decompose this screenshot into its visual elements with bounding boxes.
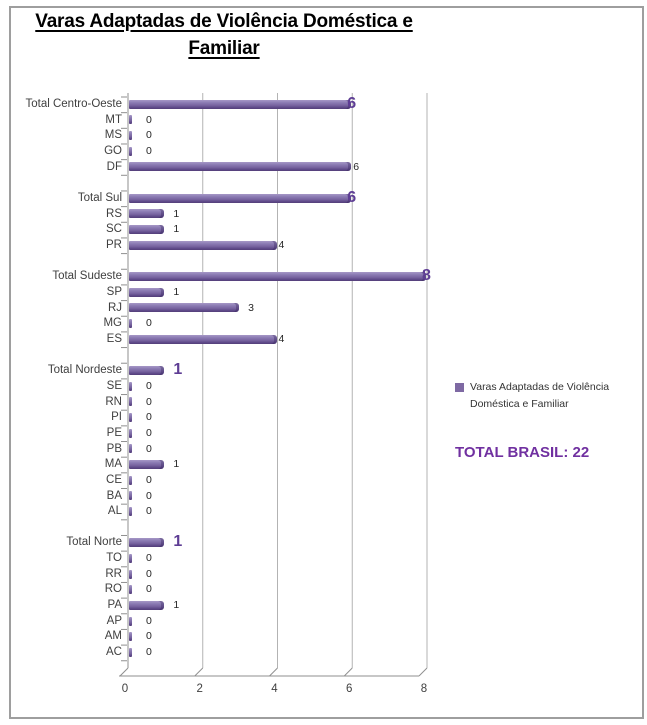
category-label: Total Nordeste: [47, 364, 122, 377]
value-label: 0: [146, 411, 152, 424]
category-label: Total Centro-Oeste: [25, 98, 122, 110]
bar-pb: [129, 444, 132, 453]
category-label: MA: [104, 458, 122, 471]
chart-row-rj: [0, 301, 647, 317]
chart-row-to: [0, 551, 647, 567]
category-label: RS: [106, 207, 122, 220]
chart-row-rs: [0, 207, 647, 223]
category-label: TO: [106, 552, 122, 565]
value-label: 0: [146, 426, 152, 439]
category-label: Total Norte: [66, 536, 122, 549]
value-label: 1: [173, 223, 180, 236]
chart-row-am: [0, 629, 647, 645]
svg-text:0: 0: [121, 683, 129, 695]
value-label: 0: [146, 473, 152, 486]
chart-row-ma: [0, 457, 647, 473]
chart-row-sp: [0, 285, 647, 301]
category-label: RN: [105, 395, 122, 408]
bar-ac: [129, 648, 132, 657]
bar-go: [129, 147, 132, 156]
bar-ap: [129, 617, 132, 626]
chart-row-pa: [0, 598, 647, 614]
chart-row-ms: [0, 128, 647, 144]
value-label: 0: [146, 395, 152, 408]
bar-sp: [129, 288, 164, 297]
value-label: 0: [146, 144, 152, 157]
value-label: 6: [347, 95, 357, 112]
chart-row-go: [0, 144, 647, 160]
chart-row-mt: [0, 113, 647, 129]
bar-pa: [129, 601, 164, 610]
category-label: ES: [106, 332, 122, 345]
value-label: 0: [146, 646, 152, 659]
category-label: AM: [104, 630, 122, 643]
chart-row-se: [0, 379, 647, 395]
category-label: RJ: [107, 301, 122, 314]
bar-pi: [129, 413, 132, 422]
value-label: 4: [278, 238, 285, 251]
total-bar-total-norte: [129, 538, 164, 547]
bar-df: [129, 162, 351, 171]
value-label: 0: [146, 505, 152, 518]
category-label: SE: [106, 379, 122, 392]
bar-se: [129, 382, 132, 391]
chart-row-pr: [0, 238, 647, 254]
chart-row-al: [0, 504, 647, 520]
value-label: 1: [173, 599, 180, 612]
category-label: Total Sul: [77, 191, 122, 204]
value-label: 0: [146, 442, 152, 455]
chart-row-total-centro-oeste: [0, 97, 647, 113]
svg-text:6: 6: [346, 683, 353, 695]
chart-row-ac: [0, 645, 647, 661]
chart-row-ba: [0, 489, 647, 505]
value-label: 0: [146, 630, 152, 643]
value-label: 0: [146, 552, 152, 565]
value-label: 1: [173, 458, 180, 471]
chart-row-total-nordeste: [0, 363, 647, 379]
value-label: 0: [146, 489, 152, 502]
bar-rs: [129, 209, 164, 218]
value-label: 0: [146, 113, 152, 126]
chart-row-ro: [0, 582, 647, 598]
chart-row-sc: [0, 222, 647, 238]
value-label: 0: [146, 583, 152, 596]
chart-row-total-sudeste: [0, 269, 647, 285]
bar-rr: [129, 570, 132, 579]
bar-pr: [129, 241, 277, 250]
value-label: 0: [146, 614, 152, 627]
category-label: Total Sudeste: [52, 270, 122, 283]
category-label: AL: [107, 505, 122, 518]
bar-sc: [129, 225, 164, 234]
chart-row-pb: [0, 442, 647, 458]
bar-mg: [129, 319, 132, 328]
svg-text:2: 2: [196, 683, 203, 695]
category-label: MS: [104, 129, 122, 142]
chart-title: Varas Adaptadas de Violência Doméstica e Familiar: [35, 11, 413, 59]
value-label: 1: [173, 207, 180, 220]
value-label: 1: [173, 533, 183, 551]
bar-rn: [129, 397, 132, 406]
value-label: 1: [173, 285, 180, 298]
total-bar-total-sul: [129, 194, 351, 203]
category-label: PR: [106, 238, 122, 251]
value-label: 6: [353, 160, 360, 173]
bar-ma: [129, 460, 164, 469]
total-bar-total-centro-oeste: [129, 100, 351, 109]
bar-to: [129, 554, 132, 563]
legend-label: Varas Adaptadas de Violência Doméstica e Familiar: [470, 381, 610, 410]
category-label: SC: [106, 223, 122, 236]
bar-al: [129, 507, 132, 516]
bar-es: [129, 335, 277, 344]
bar-ce: [129, 476, 132, 485]
bar-pe: [129, 429, 132, 438]
svg-text:4: 4: [271, 683, 278, 695]
svg-text:8: 8: [420, 683, 428, 695]
chart-row-pi: [0, 410, 647, 426]
chart-row-total-sul: [0, 188, 647, 207]
category-label: RO: [104, 583, 122, 596]
chart-row-rr: [0, 567, 647, 583]
bar-am: [129, 632, 132, 641]
bar-mt: [129, 115, 132, 124]
value-label: 0: [146, 129, 152, 142]
category-label: PI: [111, 411, 122, 424]
value-label: 0: [146, 317, 152, 330]
category-label: PB: [106, 442, 122, 455]
total-bar-total-sudeste: [129, 272, 426, 281]
value-label: 8: [422, 267, 431, 285]
chart-row-total-norte: [0, 535, 647, 551]
chart-row-rn: [0, 395, 647, 411]
chart-row-pe: [0, 426, 647, 442]
chart-row-ce: [0, 473, 647, 489]
category-label: PE: [106, 426, 122, 439]
category-label: MT: [105, 113, 122, 126]
chart-row-mg: [0, 316, 647, 332]
total-bar-total-nordeste: [129, 366, 164, 375]
value-label: 3: [248, 301, 254, 314]
chart-row-es: [0, 332, 647, 348]
value-label: 0: [146, 379, 152, 392]
category-label: DF: [106, 160, 122, 173]
value-label: 1: [173, 361, 183, 379]
bar-ms: [129, 131, 132, 140]
bar-rj: [129, 303, 239, 312]
category-label: BA: [106, 489, 122, 502]
category-label: SP: [106, 285, 122, 298]
category-label: GO: [104, 144, 122, 157]
category-label: AC: [106, 646, 122, 659]
value-label: 0: [146, 567, 152, 580]
value-label: 6: [347, 188, 357, 206]
category-label: AP: [106, 614, 122, 627]
category-label: MG: [103, 317, 122, 330]
bar-ba: [129, 491, 132, 500]
category-label: CE: [106, 473, 122, 486]
chart-row-df: [0, 160, 647, 176]
category-label: RR: [105, 567, 122, 580]
value-label: 4: [278, 332, 285, 345]
category-label: PA: [107, 599, 122, 612]
bar-ro: [129, 585, 132, 594]
chart-row-ap: [0, 614, 647, 630]
total-brasil-note: TOTAL BRASIL: 22: [455, 444, 590, 461]
